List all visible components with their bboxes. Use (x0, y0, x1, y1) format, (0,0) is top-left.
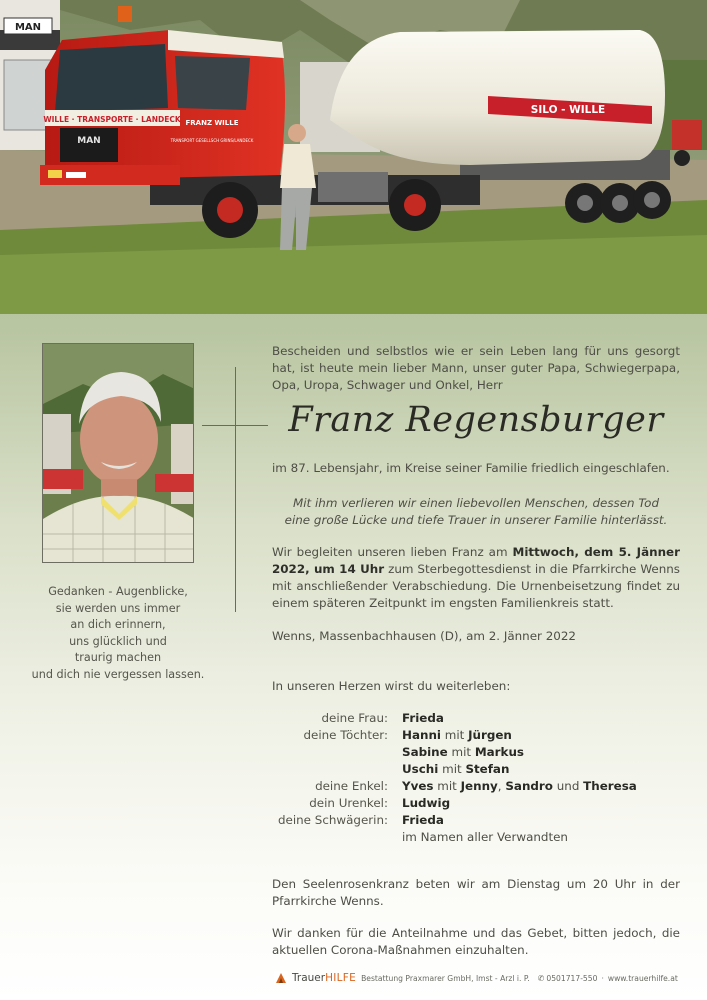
place-date: Wenns, Massenbachhausen (D), am 2. Jänner 2022 (272, 629, 576, 643)
family-row (272, 727, 680, 744)
family-row (272, 710, 680, 727)
connector: mit (433, 779, 461, 793)
age-line: im 87. Lebensjahr, im Kreise seiner Familie friedlich eingeschlafen. (272, 461, 670, 475)
relation-label: deine Frau: (321, 711, 388, 725)
cross-vertical (235, 367, 236, 612)
family-name: Jürgen (468, 728, 512, 742)
family-row (272, 829, 680, 846)
relation-label: deine Schwägerin: (277, 813, 388, 827)
truck-photo (0, 0, 707, 314)
family-name: Yves (402, 779, 434, 793)
cab-door-subtext: TRANSPORT GESELLSCH GRINS/LANDECK (170, 138, 254, 143)
family-list (272, 710, 680, 846)
phone-icon: ✆ (537, 973, 545, 983)
service-info (272, 544, 680, 612)
relation-label: deine Enkel: (315, 779, 388, 793)
family-name: Frieda (402, 813, 444, 827)
cab-stripe-text: WILLE · TRANSPORTE · LANDECK (43, 115, 181, 124)
family-name: Sabine (402, 745, 448, 759)
memorial-verse (20, 584, 216, 684)
family-row (272, 761, 680, 778)
relation-label: deine Töchter: (303, 728, 388, 742)
verse-line: traurig machen (74, 651, 162, 665)
trauerhilfe-logo-icon (274, 971, 288, 985)
logo-word-trauer: Trauer (292, 972, 326, 984)
verse-line: uns glücklich und (69, 634, 167, 648)
family-name: Ludwig (402, 796, 451, 810)
service-date: Mittwoch, dem 5. Jänner 2022, um 14 Uhr (272, 545, 680, 576)
connector: mit (447, 745, 475, 759)
connector: , (497, 779, 506, 793)
verse-line: an dich erinnern, (70, 618, 166, 632)
family-row (272, 744, 680, 761)
logo-word-hilfe: HILFE (325, 972, 357, 984)
standing-man (288, 124, 306, 142)
deceased-name: Franz Regensburger (288, 400, 664, 440)
quote (272, 495, 680, 529)
windshield (55, 44, 168, 112)
family-row (272, 795, 680, 812)
family-name: Jenny (460, 779, 498, 793)
family-row (272, 812, 680, 829)
family-name: Hanni (402, 728, 441, 742)
hearts-line: In unseren Herzen wirst du weiterleben: (272, 679, 511, 693)
fuel-tank (318, 172, 388, 202)
connector: mit (438, 762, 466, 776)
verse-line: Gedanken - Augenblicke, (48, 585, 188, 598)
service-text: Wir begleiten unseren lieben Franz am (272, 545, 513, 559)
relation-label: dein Urenkel: (309, 796, 388, 810)
website-link[interactable]: www.trauerhilfe.at (607, 973, 678, 983)
hero-photo (0, 0, 707, 314)
thanks-notice: Wir danken für die Anteilnahme und das Gebet, bitten jedoch, die aktuellen Corona-Maßnahmen einzuhalten. (272, 926, 680, 957)
portrait-photo (42, 343, 194, 563)
service-text: zum Sterbegottesdienst in die Pfarrkirche Wenns mit anschließender Verabschiedung. Die Urnenbeisetzung findet zu einem späteren Zeitpunkt im engsten Familienkreis statt. (272, 562, 680, 610)
footer: TrauerHILFE Bestattung Praxmarer GmbH, Imst - Arzl i. P. ✆ 0501717-550 · www.trauerhilfe.at (274, 970, 694, 986)
family-name: Markus (474, 745, 524, 759)
intro-text: Bescheiden und selbstlos wie er sein Leben lang für uns gesorgt hat, ist heute mein lieber Mann, unser guter Papa, Schwiegerpapa, Opa, Uropa, Schwager und Onkel, Herr (272, 344, 680, 392)
quote-line: Mit ihm verlieren wir einen liebevollen Menschen, dessen Tod (292, 496, 659, 510)
cab-door-text: FRANZ WILLE (185, 119, 239, 127)
rosary-notice: Den Seelenrosenkranz beten wir am Dienstag um 20 Uhr in der Pfarrkirche Wenns. (272, 877, 680, 908)
relatives-line: im Namen aller Verwandten (402, 830, 568, 844)
company-name: Bestattung Praxmarer GmbH, Imst - Arzl i. P. (361, 973, 530, 983)
phone-number: 0501717-550 (546, 973, 598, 983)
face (80, 393, 158, 485)
logo-text (292, 972, 356, 984)
cross-horizontal (202, 425, 268, 426)
connector: mit (440, 728, 469, 742)
building-sign: MAN (14, 22, 42, 33)
verse-line: und dich nie vergessen lassen. (31, 667, 205, 681)
family-name: Theresa (583, 779, 637, 793)
quote-line: eine große Lücke und tiefe Trauer in unserer Familie hinterlässt. (284, 513, 668, 527)
family-name: Frieda (402, 711, 444, 725)
connector: und (552, 779, 584, 793)
tank-text: SILO - WILLE (530, 104, 606, 116)
family-name: Uschi (402, 762, 439, 776)
beacon (118, 6, 132, 22)
family-name: Stefan (465, 762, 510, 776)
truck-brand: MAN (77, 136, 101, 146)
verse-line: sie werden uns immer (55, 601, 181, 615)
family-row (272, 778, 680, 795)
family-name: Sandro (505, 779, 553, 793)
